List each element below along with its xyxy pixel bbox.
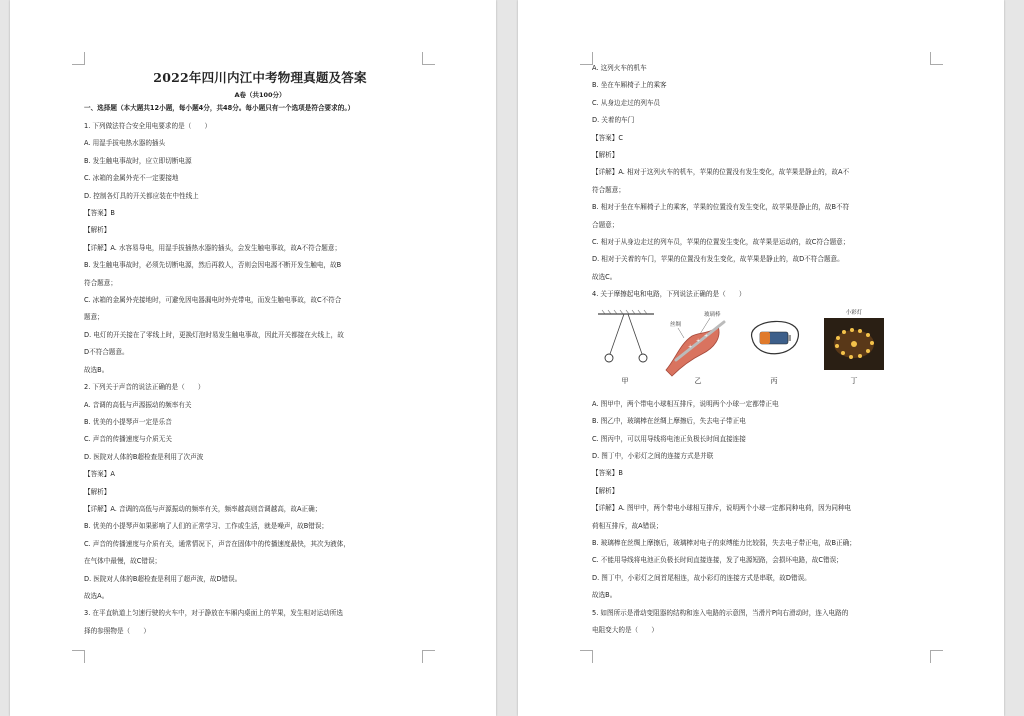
document-subtitle: A卷（共100分） (234, 91, 286, 99)
text-line: 【详解】A. 水容易导电，用湿手拔插热水器的插头，会发生触电事故，故A不符合题意； (84, 243, 342, 252)
hanging-balls-figure (596, 308, 656, 372)
document-title: 2022年四川内江中考物理真题及答案 (153, 70, 367, 85)
text-line: D. 相对于关着的车门，苹果的位置没有发生变化，故苹果是静止的，故D不符合题意。 (592, 255, 844, 264)
page-right-content (592, 60, 944, 639)
text-line: B. 图乙中，玻璃棒在丝绸上摩擦后，失去电子带正电 (592, 417, 746, 426)
text-line: 【详解】A. 音调的高低与声源振动的频率有关，频率越高则音调越高，故A正确； (84, 504, 322, 513)
text-line: 5. 如图所示是滑动变阻器的结构和连入电路的示意图，当滑片P向右滑动时，连入电路的 (592, 608, 849, 617)
text-line: A. 图甲中，两个带电小球相互排斥，说明两个小球一定都带正电 (592, 399, 779, 408)
glass-rod-label: 玻璃棒 (704, 311, 721, 318)
text-line: C. 冰箱的金属外壳接地时，可避免因电器漏电时外壳带电，而发生触电事故，故C不符合 (84, 296, 342, 305)
text-line: 择的参照物是（ ） (84, 626, 150, 635)
text-line: 【答案】B (592, 469, 623, 478)
small-lights-photo (824, 318, 884, 370)
text-line: B. 优美的小提琴声一定是乐音 (84, 417, 172, 426)
text-line: 符合题意； (592, 185, 625, 194)
small-lights-figure (824, 308, 884, 374)
figure-label-yi: 乙 (694, 376, 702, 385)
crop-mark (422, 650, 435, 663)
figure-label-jia: 甲 (621, 376, 629, 385)
figure-label-bing: 丙 (770, 376, 778, 385)
text-line: 故选C。 (592, 272, 617, 281)
text-line: 1. 下列做法符合安全用电要求的是（ ） (84, 122, 212, 130)
text-line: C. 声音的传播速度与介质有关，通常情况下，声音在固体中的传播速度最快，其次为液体， (84, 539, 350, 548)
crop-mark (72, 650, 85, 663)
text-line: D. 控制各灯具的开关都应装在中性线上 (84, 191, 199, 200)
figure-label-ding: 丁 (850, 376, 858, 385)
text-line: 【解析】 (84, 226, 111, 235)
text-line: D. 电灯的开关接在了零线上时，更换灯泡时易发生触电事故，因此开关都接在火线上，故 (84, 330, 344, 339)
text-line: 题意； (84, 313, 104, 322)
question4-figures (592, 308, 944, 394)
text-line: A. 音调的高低与声源振动的频率有关 (84, 400, 192, 409)
text-line: D. 图丁中，小彩灯之间的连接方式是并联 (592, 451, 714, 460)
text-line: B. 发生触电事故时，应立即切断电源 (84, 156, 192, 165)
text-line: C. 不能用导线将电池正负极长时间直接连接，发了电源短路，会损坏电路，故C错误； (592, 556, 843, 565)
text-line: 一、选择题（本大题共12小题，每小题4分，共48分。每小题只有一个选项是符合要求的。） (84, 104, 355, 112)
text-line: C. 声音的传播速度与介质无关 (84, 435, 172, 444)
text-line: C. 从身边走过的列车员 (592, 98, 661, 107)
text-line: 【答案】A (84, 470, 115, 479)
text-line: 2. 下列关于声音的说法正确的是（ ） (84, 383, 205, 392)
text-line: 电阻变大的是（ ） (592, 625, 658, 634)
right-text-bottom (592, 396, 944, 640)
svg-text:+: + (688, 343, 693, 350)
left-text-body (84, 103, 436, 640)
text-line: D不符合题意。 (84, 348, 129, 357)
text-line: 【解析】 (592, 486, 619, 495)
text-line: C. 图丙中，可以用导线将电池正负极长时间直接连接 (592, 434, 746, 443)
text-line: 故选A。 (84, 591, 109, 600)
text-line: 4. 关于摩擦起电和电路，下列说法正确的是（ ） (592, 290, 746, 299)
silk-label: 丝绸 (670, 321, 682, 328)
text-line: C. 相对于从身边走过的列车员，苹果的位置发生变化，故苹果是运动的，故C符合题意； (592, 238, 850, 247)
text-line: B. 相对于坐在车厢椅子上的乘客，苹果的位置没有发生变化，故苹果是静止的，故B不符 (592, 203, 850, 212)
text-line: B. 发生触电事故时，必须先切断电源，然后再救人，否则会因电源不断开发生触电，故B (84, 261, 342, 270)
text-line: B. 坐在车厢椅子上的乘客 (592, 81, 667, 90)
crop-mark (580, 650, 593, 663)
text-line: 故选B。 (592, 591, 617, 600)
text-line: 在气体中最慢，故C错误； (84, 557, 162, 566)
document-page-right (518, 0, 1004, 716)
battery-wire-figure (744, 308, 806, 372)
text-line: A. 用湿手拔电热水器的插头 (84, 139, 166, 148)
text-line: B. 优美的小提琴声如果影响了人们的正常学习、工作或生活，就是噪声，故B错误； (84, 522, 329, 531)
svg-text:+: + (704, 332, 709, 339)
right-text-top (592, 60, 944, 304)
svg-text:+: + (696, 337, 701, 344)
page-left-content (84, 64, 436, 640)
text-line: 【解析】 (592, 151, 619, 160)
text-line: 故选B。 (84, 365, 109, 374)
text-line: 3. 在平直轨道上匀速行驶的火车中，对于静放在车厢内桌面上的苹果，发生相对运动所选 (84, 609, 343, 618)
text-line: 【答案】B (84, 209, 115, 218)
text-line: D. 关着的车门 (592, 116, 635, 125)
document-page-left (10, 0, 496, 716)
crop-mark (930, 650, 943, 663)
text-line: D. 图丁中，小彩灯之间首尾相连，故小彩灯的连接方式是串联，故D错误。 (592, 573, 811, 582)
text-line: B. 玻璃棒在丝绸上摩擦后，玻璃棒对电子的束缚能力比较弱，失去电子带正电，故B正确； (592, 538, 856, 547)
text-line: 荷相互排斥，故A错误； (592, 521, 663, 530)
text-line: C. 冰箱的金属外壳不一定要接地 (84, 174, 179, 183)
small-lights-label: 小彩灯 (845, 309, 863, 316)
text-line: 符合题意； (84, 278, 117, 287)
text-line: 【解析】 (84, 487, 111, 496)
glass-rod-silk-figure (658, 308, 738, 378)
text-line: D. 医院对人体的B超检查是利用了次声波 (84, 452, 204, 461)
text-line: 【详解】A. 图甲中，两个带电小球相互排斥，说明两个小球一定都同种电荷，因为同种电 (592, 504, 852, 513)
text-line: 合题意； (592, 220, 619, 229)
text-line: D. 医院对人体的B超检查是利用了超声波，故D错误。 (84, 574, 242, 583)
text-line: 【详解】A. 相对于这列火车的机车，苹果的位置没有发生变化，故苹果是静止的，故A不 (592, 168, 850, 177)
text-line: 【答案】C (592, 133, 623, 142)
text-line: A. 这列火车的机车 (592, 64, 647, 72)
